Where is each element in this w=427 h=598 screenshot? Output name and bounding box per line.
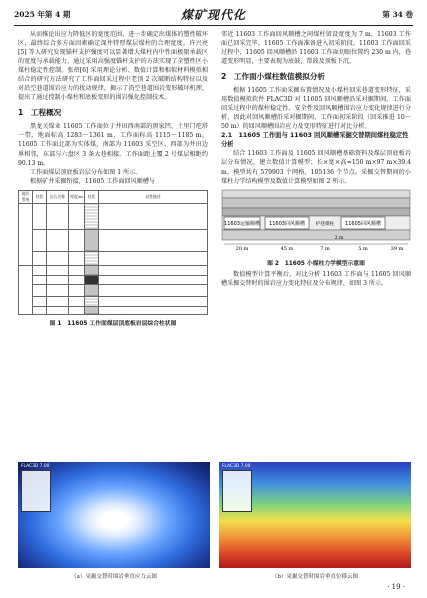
table-header: 岩石名称	[47, 190, 69, 203]
section-heading: 2 工作面小煤柱数值模拟分析	[221, 72, 326, 82]
table-cell	[47, 284, 69, 296]
table-cell	[33, 251, 47, 265]
table-cell	[33, 306, 47, 314]
entry-label: 11603回风顺槽	[269, 220, 305, 227]
table-cell	[33, 265, 47, 275]
entry-label: 11605回风顺槽	[345, 220, 381, 227]
table-row	[19, 265, 208, 275]
volume-label: 第 34 卷	[382, 10, 413, 19]
table-cell	[33, 284, 47, 296]
header-rule	[14, 25, 413, 26]
lithology-swatch	[85, 229, 99, 251]
figure-1	[18, 190, 208, 327]
dimension-label: 45 m	[280, 245, 294, 252]
floor-layer	[222, 230, 410, 240]
table-cell	[69, 275, 85, 284]
roof-layer	[222, 190, 410, 198]
paragraph: 邻近 11603 工作面回风顺槽之间煤柱留设宽度为 7 m，11603 工作面已回采完毕，11605 工作面准备进入初采阶段。11603 工作面回采过程中，11605 回风顺槽沿 11603 工作面切眼位置约 230 m 内，巷道变形明显，主要表现为底鼓、帮鼓及顶板下沉。	[221, 31, 411, 66]
table-row	[19, 284, 208, 296]
figure-3b-caption: （b）采掘交替时围岩垂直位移云图	[271, 574, 359, 580]
lithology-swatch	[85, 265, 99, 275]
stress-contour-plot	[18, 462, 210, 568]
figure-3a-caption: （a）采掘交替时围岩垂直应力云图	[71, 574, 157, 580]
page-header	[14, 6, 413, 24]
lithology-swatch	[85, 251, 99, 265]
plot-header-label: FLAC3D 7.00	[222, 464, 251, 469]
lithology-swatch	[85, 203, 99, 229]
journal-title: 煤矿现代化	[180, 8, 246, 22]
table-header: 厚度/m	[69, 190, 85, 203]
right-column	[221, 30, 411, 288]
page-number: · 19 ·	[387, 583, 405, 591]
table-row	[19, 229, 208, 251]
roof-layer	[222, 208, 410, 216]
table-row	[19, 251, 208, 265]
table-header: 柱状	[85, 190, 99, 203]
table-cell	[99, 203, 208, 229]
paragraph: 结合 11603 工作面及 11605 回风顺槽基础资料及煤层顶底板岩层分布情况，建立数值计算模型；长×宽×高=150 m×97 m×39.4 m，模型共有 579903 个网格、105136 个节点。采掘交替期间的小煤柱力学结构模型及数值计算模型如图 2 所示。	[221, 150, 411, 185]
table-row	[19, 306, 208, 314]
table-row	[19, 275, 208, 284]
table-cell	[99, 229, 208, 251]
table-cell	[47, 296, 69, 306]
plot-header-label: FLAC3D 7.00	[21, 464, 50, 469]
figure-2-caption: 图 2 11605 小煤柱力学模型示意图	[267, 260, 365, 267]
table-cell	[99, 251, 208, 265]
paragraph: 黑龙关煤业 11605 工作面位于井田西南部的黑家凹、土里门疙塔一带，地面标高 1283～1361 m，工作面标高 1115～1185 m。11605 工作面北部为实体煤，南部为 11603 采空区，西部为井田边界相邻，东部与六盘区 3 条大巷相接。工作面距上覆 2 号煤层相距约 90.13 m。	[18, 123, 208, 167]
table-cell	[19, 265, 33, 314]
table-cell	[99, 265, 208, 275]
table-cell	[47, 275, 69, 284]
left-column	[18, 30, 208, 327]
table-cell	[69, 284, 85, 296]
table-cell	[99, 275, 208, 284]
table-cell	[69, 296, 85, 306]
roof-layer	[222, 198, 410, 208]
entry-label: 11603运输顺槽	[224, 220, 260, 227]
dimension-label: 7 m	[320, 245, 330, 252]
figure-3	[18, 462, 411, 584]
table-cell	[47, 203, 69, 229]
displacement-contour-plot	[219, 462, 411, 568]
table-cell	[47, 306, 69, 314]
table-cell	[33, 203, 47, 229]
legend-box	[21, 470, 51, 512]
pillar-mechanics-diagram	[221, 189, 411, 253]
table-cell	[99, 306, 208, 314]
table-cell	[99, 284, 208, 296]
table-cell	[69, 229, 85, 251]
table-cell	[33, 229, 47, 251]
table-cell	[47, 229, 69, 251]
lithology-swatch	[85, 284, 99, 296]
dimension-label: 20 m	[235, 245, 249, 252]
table-cell	[69, 251, 85, 265]
table-header: 柱状	[33, 190, 47, 203]
paragraph: 根据矿井采掘衔接，11605 工作面回风顺槽与	[30, 177, 155, 185]
paragraph: 数值模型计算平衡后，对比分析 11603 工作面与 11605 回风顺槽采掘交替时的围岩应力变化特征及分布规律，如图 3 所示。	[221, 270, 411, 287]
table-cell	[69, 203, 85, 229]
dimension-label: 2 m	[334, 235, 344, 241]
table-row	[19, 203, 208, 229]
figure-1-caption: 图 1 11605 工作面煤层顶底板岩层综合柱状图	[49, 320, 177, 327]
paragraph: 从而推论出应力降低区的宽度范围，进一步确定出煤体的塑性破坏区，最终综合多方面因素确定深井特厚煤层煤柱的合理宽度。许兴亮[5] 等人研究发现锚杆支护强度可以显著增大煤柱内中性面极限承载区的宽度与承载能力，通过采用高强度锚杆支护的方法实现了全塑性区小煤柱稳定性控制。张蓓[6] 采用理论分析、数值计算和相似材料模拟相结合的研究方法研究了工作面回采过程中老顶 2 次破断结构特征以及对沿空巷道围岩应力的扰动规律，揭示了沿空巷道围岩变形破坏机理，提出了通过控制小煤柱和底板变形的围岩强化控制技术。	[18, 31, 208, 102]
lithology-swatch	[85, 296, 99, 306]
table-cell	[33, 296, 47, 306]
lithology-swatch	[85, 275, 99, 284]
dimension-label: 39 m	[390, 245, 404, 252]
table-header: 岩性描述	[99, 190, 208, 203]
paragraph: 根据 11605 工作面采掘布置情况及小煤柱回采巷道变形特征，采用数值模拟软件 FLAC3D 对 11605 回风顺槽沿采对掘期间、工作面回采过程中的煤柱稳定性、安全性及回风顺槽围岩应力变化规律进行分析，因此对回风顺槽沿采对掘期间、工作面初采阶段（回采推进 10～50 m）的回风顺槽围岩应力及变形特征进行对比分析。	[221, 87, 411, 131]
table-cell	[69, 306, 85, 314]
table-cell	[47, 251, 69, 265]
table-cell	[47, 265, 69, 275]
subsection-heading: 2.1 11605 工作面与 11603 回风顺槽采掘交替期间煤柱稳定性分析	[221, 132, 409, 149]
table-cell	[33, 275, 47, 284]
lithology-swatch	[85, 306, 99, 314]
issue-label: 2025 年第 4 期	[14, 10, 71, 19]
table-row	[19, 296, 208, 306]
dimension-label: 5 m	[358, 245, 368, 252]
table-cell	[19, 203, 33, 265]
pillar-label: 护巷煤柱	[315, 221, 335, 227]
section-heading: 1 工程概况	[18, 108, 62, 118]
table-cell	[69, 265, 85, 275]
legend-box	[222, 470, 252, 512]
table-header: 地层系统	[19, 190, 33, 203]
stratigraphic-column-table	[18, 190, 208, 315]
table-cell	[99, 296, 208, 306]
figure-2	[221, 189, 411, 267]
paragraph: 工作面煤层顶底板岩层分布如图 1 所示。	[30, 168, 142, 176]
